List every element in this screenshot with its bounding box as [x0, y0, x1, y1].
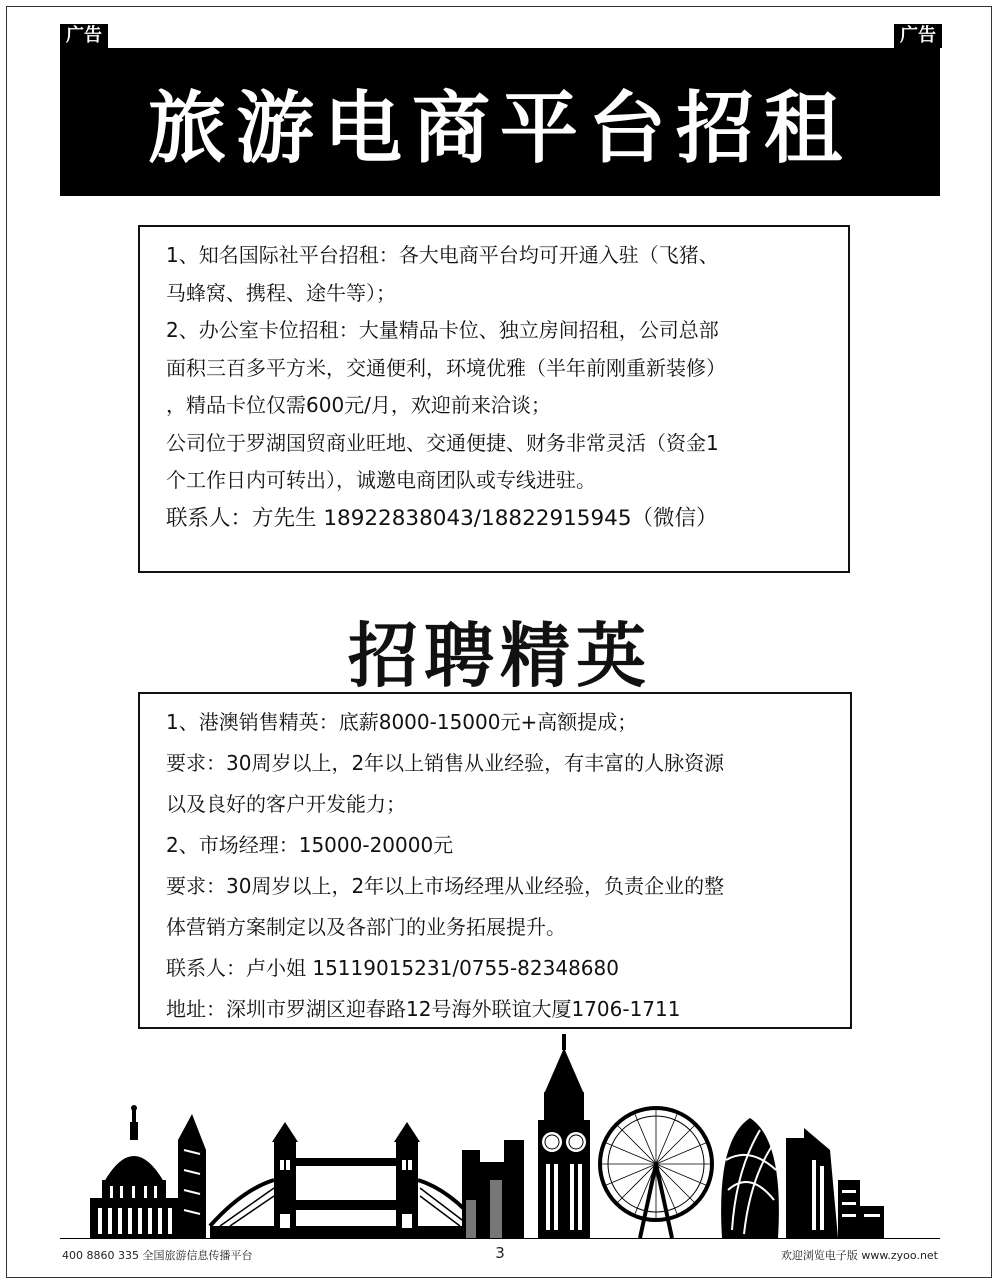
- rental-contact: 联系人：方先生 18922838043/18822915945（微信）: [166, 505, 718, 531]
- page-number: 3: [495, 1244, 505, 1262]
- footer-hotline: 400 8860 335 全国旅游信息传播平台: [62, 1249, 253, 1262]
- recruit-line: 以及良好的客户开发能力；: [166, 792, 406, 816]
- recruit-line: 2、市场经理：15000-20000元: [166, 833, 454, 857]
- recruit-info-box: [138, 692, 852, 1029]
- hero-title: 旅游电商平台招租: [147, 84, 852, 174]
- recruit-address: 地址：深圳市罗湖区迎春路12号海外联谊大厦1706-1711: [166, 997, 681, 1021]
- rental-line: 马蜂窝、携程、途牛等）；: [166, 280, 396, 305]
- skyline-baseline: [60, 1238, 940, 1239]
- recruit-contact: 联系人：卢小姐 15119015231/0755-82348680: [166, 956, 619, 980]
- rental-line: 2、办公室卡位招租：大量精品卡位、独立房间招租，公司总部: [166, 318, 719, 342]
- rental-line: 个工作日内可转出），诚邀电商团队或专线进驻。: [166, 468, 596, 492]
- rental-line: ，精品卡位仅需600元/月，欢迎前来洽谈；: [166, 393, 551, 417]
- recruit-line: 1、港澳销售精英：底薪8000-15000元+高额提成；: [166, 710, 638, 734]
- rental-line: 公司位于罗湖国贸商业旺地、交通便捷、财务非常灵活（资金1: [166, 430, 719, 455]
- city-skyline-icon: [60, 1030, 940, 1238]
- hero-banner: [60, 48, 940, 196]
- ad-tag-left: 广告: [60, 24, 108, 48]
- rental-line: 面积三百多平方米，交通便利，环境优雅（半年前刚重新装修）: [166, 355, 726, 380]
- ad-tag-right: 广告: [894, 24, 942, 48]
- rental-line: 1、知名国际社平台招租：各大电商平台均可开通入驻（飞猪、: [166, 243, 719, 267]
- recruit-title: 招聘精英: [348, 615, 652, 697]
- footer-website: 欢迎浏览电子版 www.zyoo.net: [780, 1249, 938, 1262]
- rental-info-box: [138, 225, 850, 573]
- recruit-line: 要求：30周岁以上，2年以上销售从业经验，有丰富的人脉资源: [166, 751, 725, 775]
- recruit-line: 要求：30周岁以上，2年以上市场经理从业经验，负责企业的整: [166, 874, 725, 898]
- recruit-line: 体营销方案制定以及各部门的业务拓展提升。: [166, 915, 566, 939]
